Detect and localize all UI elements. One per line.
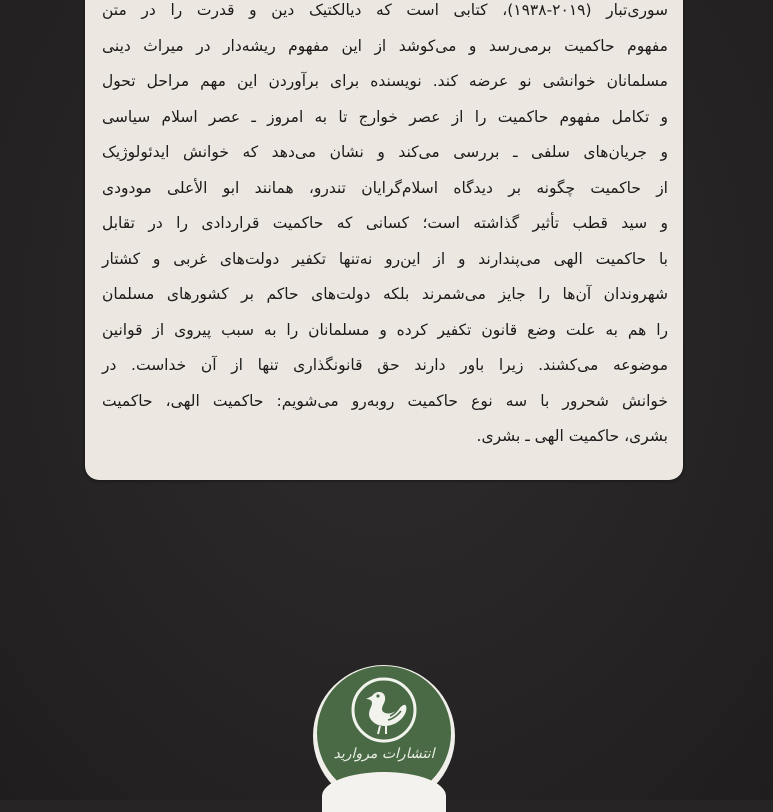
description-line: سوری‌تبار (۲۰۱۹-۱۹۳۸)، کتابی است که دیالکتیک دین و قدرت را در متن [102,1,668,19]
description-line: موضوعه می‌کشند. زیرا باور دارند حق قانونگذاری تنها از آن خداست. در [102,356,668,374]
publisher-name: انتشارات مروارید [333,746,435,762]
description-line: مفهوم حاکمیت برمی‌رسد و می‌کوشد از این مفهوم ریشه‌دار در میراث دینی [102,36,668,55]
description-line: از حاکمیت چگونه بر دیدگاه اسلام‌گرایان تندرو، همانند ابو الأعلی مودودی [102,178,668,197]
bird-emblem-icon [350,676,418,744]
description-text [102,0,668,455]
description-line: خوانش شحرور با سه نوع حاکمیت روبه‌رو می‌شویم: حاکمیت الهی، حاکمیت [102,391,668,410]
description-line: و جریان‌های سلفی ـ بررسی می‌کند و نشان می‌دهد که خوانش ایدئولوژیک [102,143,668,161]
description-line: را هم به علت وضع قانون تکفیر کرده و مسلمانان را به سبب پیروی از قوانین [102,320,668,339]
description-line: مسلمانان خوانشی نو عرضه کند. نویسنده برای برآوردن این مهم مراحل تحول [102,72,668,90]
description-line: و تکامل مفهوم حاکمیت را از عصر خوارج تا به امروز ـ عصر اسلام سیاسی [102,107,668,126]
description-line: با حاکمیت الهی می‌پندارند و از این‌رو نه‌تنها تکفیر دولت‌های غربی و کشتار [102,249,668,268]
description-line: بشری، حاکمیت الهی ـ بشری. [476,427,668,445]
description-line: و سید قطب تأثیر گذاشته است؛ کسانی که حاکمیت قراردادی را در تقابل [102,214,668,232]
description-line: شهروندان آن‌ها را جایز می‌شمرند بلکه دولت‌های حاکم بر کشورهای مسلمان [102,285,668,303]
bottom-white-patch [322,772,446,812]
